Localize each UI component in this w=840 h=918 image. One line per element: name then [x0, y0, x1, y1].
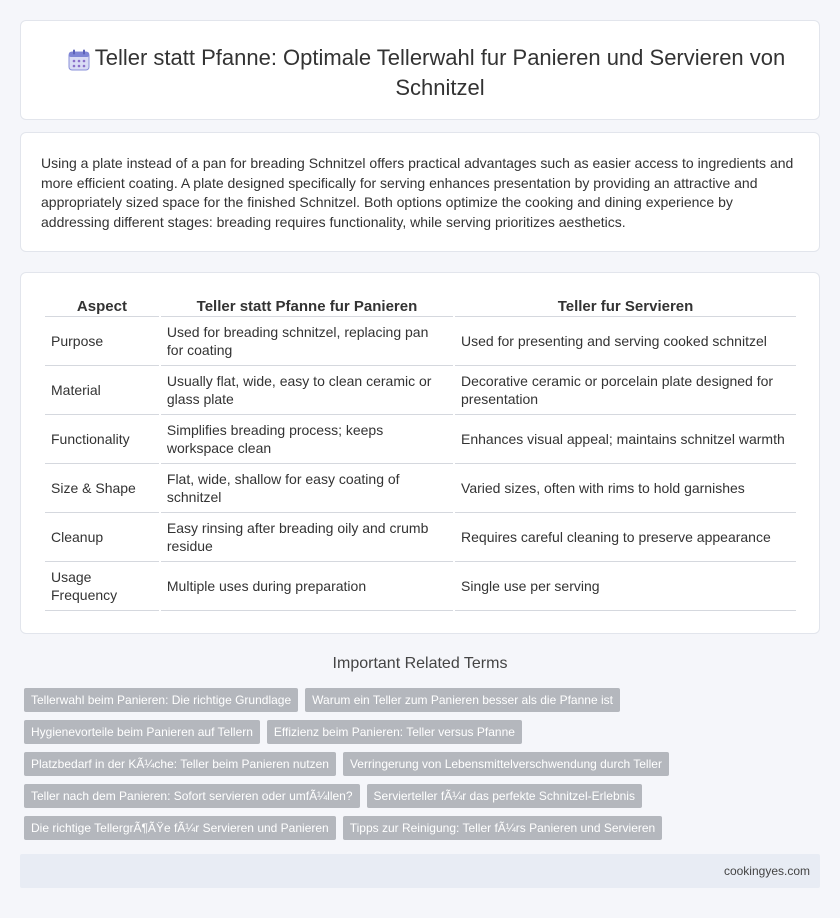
table-cell-aspect: Size & Shape — [45, 464, 159, 513]
table-row — [45, 366, 796, 415]
table-cell-serving: Enhances visual appeal; maintains schnitzel warmth — [455, 415, 796, 464]
table-cell-serving: Single use per serving — [455, 562, 796, 611]
tag-row — [24, 688, 824, 712]
table-cell-serving: Decorative ceramic or porcelain plate designed for presentation — [455, 366, 796, 415]
related-term-link[interactable]: Servierteller fÃ¼r das perfekte Schnitzel-Erlebnis — [367, 784, 642, 808]
related-term-link[interactable]: Hygienevorteile beim Panieren auf Tellern — [24, 720, 260, 744]
table-cell-breading: Simplifies breading process; keeps workspace clean — [161, 415, 453, 464]
table-header-row — [45, 295, 796, 317]
table-row — [45, 317, 796, 366]
related-term-link[interactable]: Teller nach dem Panieren: Sofort servieren oder umfÃ¼llen? — [24, 784, 360, 808]
related-term-link[interactable]: Tipps zur Reinigung: Teller fÃ¼rs Panieren und Servieren — [343, 816, 663, 840]
table-row — [45, 464, 796, 513]
table-row — [45, 513, 796, 562]
table-header-serving-plate: Teller fur Servieren — [455, 295, 796, 317]
related-term-link[interactable]: Platzbedarf in der KÃ¼che: Teller beim Panieren nutzen — [24, 752, 336, 776]
tag-row — [24, 752, 824, 776]
table-cell-aspect: Functionality — [45, 415, 159, 464]
table-cell-breading: Flat, wide, shallow for easy coating of schnitzel — [161, 464, 453, 513]
footer — [20, 854, 820, 888]
calendar-icon — [67, 48, 91, 72]
related-terms-heading: Important Related Terms — [332, 655, 508, 672]
table-cell-serving: Requires careful cleaning to preserve appearance — [455, 513, 796, 562]
related-term-link[interactable]: Effizienz beim Panieren: Teller versus Pfanne — [267, 720, 522, 744]
related-term-link[interactable]: Verringerung von Lebensmittelverschwendung durch Teller — [343, 752, 669, 776]
table-header-breading-plate: Teller statt Pfanne fur Panieren — [161, 295, 453, 317]
comparison-table — [43, 295, 798, 611]
table-cell-aspect: Material — [45, 366, 159, 415]
tag-row — [24, 816, 824, 840]
footer-site-link[interactable]: cookingyes.com — [723, 864, 810, 878]
related-terms-list — [24, 688, 824, 848]
table-cell-serving: Varied sizes, often with rims to hold garnishes — [455, 464, 796, 513]
page-title: Teller statt Pfanne: Optimale Tellerwahl fur Panieren und Servieren von Schnitzel — [94, 45, 786, 100]
tag-row — [24, 784, 824, 808]
comparison-table-card — [20, 272, 820, 634]
table-cell-breading: Usually flat, wide, easy to clean ceramic or glass plate — [161, 366, 453, 415]
tag-row — [24, 720, 824, 744]
related-term-link[interactable]: Die richtige TellergrÃ¶ÃŸe fÃ¼r Servieren und Panieren — [24, 816, 336, 840]
intro-text: Using a plate instead of a pan for breading Schnitzel offers practical advantages such as easier access to ingredients and more efficient coating. A plate designed specifically for serving enhances presentation by providing an attractive and appropriately sized space for the finished Schnitzel. Both options optimize the cooking and dining experience by addressing different stages: breading requires functionality, while serving prioritizes aesthetics. — [41, 155, 794, 230]
table-cell-breading: Used for breading schnitzel, replacing pan for coating — [161, 317, 453, 366]
table-row — [45, 562, 796, 611]
header-card — [20, 20, 820, 120]
intro-card — [20, 132, 820, 252]
table-cell-aspect: Purpose — [45, 317, 159, 366]
table-cell-aspect: Usage Frequency — [45, 562, 159, 611]
related-term-link[interactable]: Tellerwahl beim Panieren: Die richtige Grundlage — [24, 688, 298, 712]
table-row — [45, 415, 796, 464]
table-cell-aspect: Cleanup — [45, 513, 159, 562]
related-term-link[interactable]: Warum ein Teller zum Panieren besser als die Pfanne ist — [305, 688, 620, 712]
table-cell-breading: Easy rinsing after breading oily and crumb residue — [161, 513, 453, 562]
table-cell-serving: Used for presenting and serving cooked schnitzel — [455, 317, 796, 366]
table-cell-breading: Multiple uses during preparation — [161, 562, 453, 611]
title-row — [61, 43, 799, 103]
table-header-aspect: Aspect — [45, 295, 159, 317]
